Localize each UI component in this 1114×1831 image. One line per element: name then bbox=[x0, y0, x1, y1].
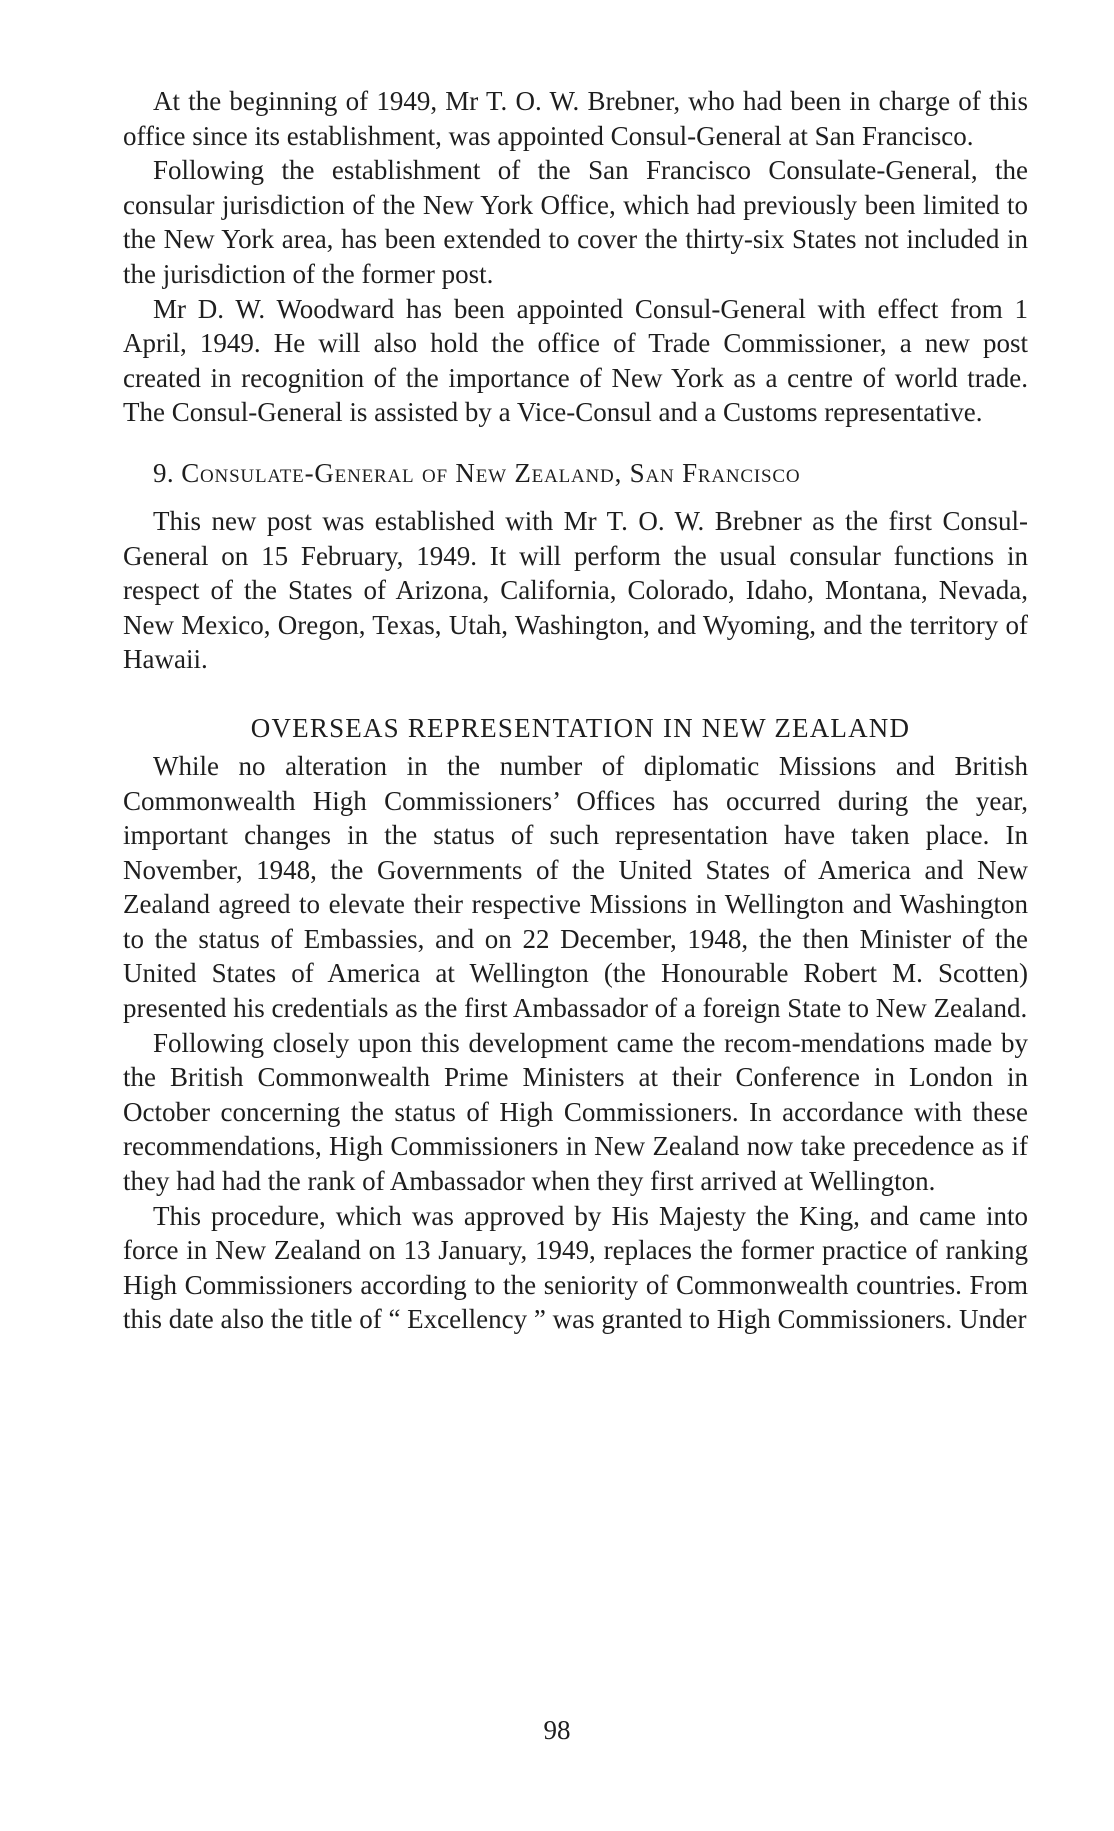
paragraph-new-york-jurisdiction: Following the establishment of the San Francisco Consulate-General, the consular jurisdiction of the New York Office, which had previously been limited to the New York area, has been extended to cover the thirty-six States not included in the jurisdiction of the former post. bbox=[123, 155, 1028, 289]
heading-overseas-representation: OVERSEAS REPRESENTATION IN NEW ZEALAND bbox=[250, 712, 911, 743]
paragraph-procedure: This procedure, which was approved by His Majesty the King, and came into force in New Zealand on 13 January, 1949, replaces the former practice of ranking High Commissioners according to the seniority of Commonwealth countries. From this date also the title of “ Excellency ” was granted to High Commissioners. Under bbox=[123, 1200, 1028, 1335]
section-heading-san-francisco bbox=[123, 456, 1028, 490]
paragraph-embassies: While no alteration in the number of diplomatic Missions and British Commonwealth High Commissioners’ Offices has occurred during the year, important changes in the status of such representation have taken place. In November, 1948, the Governments of the United States of America and New Zealand agreed to elevate their respective Missions in Wellington and Washington to the status of Embassies, and on 22 December, 1948, the then Minister of the United States of America at Wellington (the Honourable Robert M. Scotten) presented his credentials as the first Ambassador of a foreign State to New Zealand. bbox=[123, 750, 1028, 1024]
paragraph-high-commissioners: Following closely upon this development came the recom-mendations made by the British Commonwealth Prime Ministers at their Conference in London in October concerning the status of High Commissioners. In accordance with these recommendations, High Commissioners in New Zealand now take precedence as if they had had the rank of Ambassador when they first arrived at Wellington. bbox=[123, 1027, 1028, 1197]
paragraph-woodward-appointment: Mr D. W. Woodward has been appointed Consul-General with effect from 1 April, 1949. He will also hold the office of Trade Commissioner, a new post created in recognition of the importance of New York as a centre of world trade. The Consul-General is assisted by a Vice-Consul and a Customs representative. bbox=[123, 293, 1028, 428]
section-number: 9. bbox=[153, 457, 175, 488]
paragraph-brebner-appointment: At the beginning of 1949, Mr T. O. W. Brebner, who had been in charge of this office since its establishment, was appointed Consul-General at San Francisco. bbox=[123, 86, 1028, 151]
section-title: Consulate-General of New Zealand, San Francisco bbox=[181, 457, 801, 488]
document-page bbox=[123, 84, 1028, 1337]
page-number: 98 bbox=[543, 1715, 571, 1745]
paragraph-san-francisco-post: This new post was established with Mr T. O. W. Brebner as the first Consul-General on 15 February, 1949. It will perform the usual consular functions in respect of the States of Arizona, California, Colorado, Idaho, Montana, Nevada, New Mexico, Oregon, Texas, Utah, Washington, and Wyoming, and the territory of Hawaii. bbox=[123, 505, 1028, 675]
